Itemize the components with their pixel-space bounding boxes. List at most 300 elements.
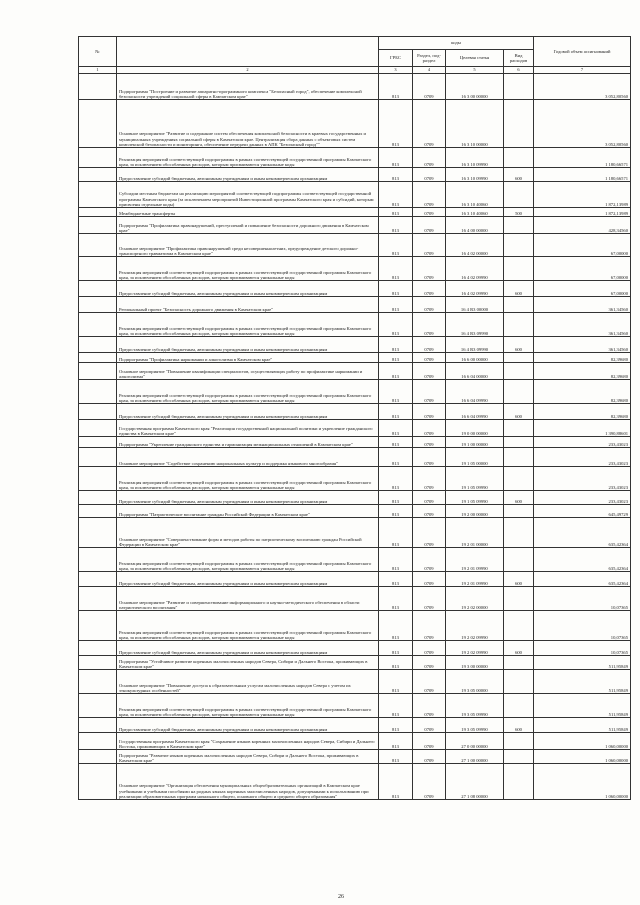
row-exptype-cell: 600	[504, 572, 534, 587]
row-target-cell: 16 4 02 00000	[446, 234, 504, 257]
table-row	[79, 733, 631, 750]
table-row	[79, 281, 631, 297]
row-number-cell	[79, 764, 117, 800]
row-amount-cell: 428,34560	[534, 217, 631, 234]
header-codes: коды	[379, 37, 534, 50]
row-target-cell: 16 4 00 00000	[446, 217, 504, 234]
row-amount-cell: 233,43023	[534, 491, 631, 505]
row-amount-cell: 635,42364	[534, 518, 631, 548]
row-name-cell: Предоставление субсидий бюджетным, автономным учреждениям и иным некоммерческим организациям	[117, 641, 379, 656]
row-exptype-cell	[504, 148, 534, 168]
header-index: 3	[379, 67, 413, 74]
row-name-cell: Предоставление субсидий бюджетным, автономным учреждениям и иным некоммерческим организациям	[117, 281, 379, 297]
row-name-cell: Государственная программа Камчатского края "Реализация государственной национальной политики и укрепление гражданского единства в Камчатском крае"	[117, 420, 379, 437]
row-exptype-cell	[504, 182, 534, 208]
row-number-cell	[79, 217, 117, 234]
table-row	[79, 404, 631, 420]
row-amount-cell: 1 180,66571	[534, 168, 631, 182]
table-row	[79, 641, 631, 656]
table-row	[79, 313, 631, 337]
row-target-cell: 16 4 R3 09990	[446, 337, 504, 353]
table-row	[79, 750, 631, 764]
row-grbs-cell: 813	[379, 718, 413, 733]
table-row	[79, 363, 631, 380]
row-name-cell: Основное мероприятие "Профилактика правонарушений среди несовершеннолетних, предупреждение детского дорожно-транспортного травматизма в Камчатском крае"	[117, 234, 379, 257]
row-target-cell: 19 3 00 00000	[446, 656, 504, 670]
row-target-cell: 16 6 04 09990	[446, 380, 504, 404]
row-section-cell: 0709	[413, 718, 446, 733]
row-section-cell: 0709	[413, 168, 446, 182]
row-grbs-cell: 813	[379, 182, 413, 208]
row-exptype-cell: 500	[504, 208, 534, 217]
row-name-cell: Реализация мероприятий соответствующей подпрограммы в рамках соответствующей государственной программы Камчатского края, за исключением обособленных расходов, которым присваиваются уникальные коды	[117, 313, 379, 337]
table-row	[79, 353, 631, 363]
row-target-cell: 16 6 04 09990	[446, 404, 504, 420]
row-number-cell	[79, 572, 117, 587]
row-name-cell: Реализация мероприятий соответствующей подпрограммы в рамках соответствующей государственной программы Камчатского края, за исключением обособленных расходов, которым присваиваются уникальные коды	[117, 380, 379, 404]
header-index: 2	[117, 67, 379, 74]
row-target-cell: 19 2 02 09990	[446, 641, 504, 656]
header-grbs: ГРБС	[379, 50, 413, 67]
row-grbs-cell: 813	[379, 100, 413, 148]
row-number-cell	[79, 448, 117, 467]
header-index: 5	[446, 67, 504, 74]
row-exptype-cell: 600	[504, 404, 534, 420]
row-amount-cell: 511,95849	[534, 670, 631, 694]
row-exptype-cell: 600	[504, 281, 534, 297]
row-name-cell: Подпрограмма "Развитие языков коренных малочисленных народов Севера, Сибири и Дальнего Востока, проживающих в Камчатском крае"	[117, 750, 379, 764]
row-number-cell	[79, 611, 117, 641]
row-exptype-cell	[504, 448, 534, 467]
row-number-cell	[79, 74, 117, 100]
row-exptype-cell	[504, 505, 534, 518]
row-section-cell: 0709	[413, 656, 446, 670]
row-amount-cell: 233,43023	[534, 437, 631, 448]
row-exptype-cell	[504, 380, 534, 404]
table-row	[79, 74, 631, 100]
row-target-cell: 19 3 05 09990	[446, 718, 504, 733]
row-section-cell: 0709	[413, 750, 446, 764]
row-target-cell: 19 1 05 09990	[446, 467, 504, 491]
row-grbs-cell: 813	[379, 733, 413, 750]
row-section-cell: 0709	[413, 548, 446, 572]
row-exptype-cell	[504, 611, 534, 641]
row-grbs-cell: 813	[379, 380, 413, 404]
row-exptype-cell	[504, 363, 534, 380]
row-name-cell: Предоставление субсидий бюджетным, автономным учреждениям и иным некоммерческим организациям	[117, 718, 379, 733]
row-amount-cell: 635,42364	[534, 548, 631, 572]
table-row	[79, 656, 631, 670]
table-row	[79, 505, 631, 518]
row-name-cell: Субсидии местным бюджетам на реализацию мероприятий соответствующей подпрограммы соответствующей государственной программы Камчатского края (за исключением мероприятий Инвестиционной программы Камчатского края и субсидий, которым присвоены отдельные коды)	[117, 182, 379, 208]
row-section-cell: 0709	[413, 420, 446, 437]
row-exptype-cell	[504, 656, 534, 670]
row-grbs-cell: 813	[379, 420, 413, 437]
row-target-cell: 16 3 10 00000	[446, 100, 504, 148]
table-row	[79, 148, 631, 168]
row-amount-cell: 10,07365	[534, 587, 631, 611]
row-section-cell: 0709	[413, 148, 446, 168]
row-section-cell: 0709	[413, 363, 446, 380]
row-grbs-cell: 813	[379, 437, 413, 448]
row-section-cell: 0709	[413, 313, 446, 337]
row-exptype-cell	[504, 467, 534, 491]
row-grbs-cell: 813	[379, 313, 413, 337]
row-target-cell: 16 3 10 40060	[446, 182, 504, 208]
row-grbs-cell: 813	[379, 148, 413, 168]
table-row	[79, 297, 631, 313]
header-index: 7	[534, 67, 631, 74]
row-name-cell: Подпрограмма "Укрепление гражданского единства и гармонизация межнациональных отношений в Камчатском крае"	[117, 437, 379, 448]
row-number-cell	[79, 437, 117, 448]
row-grbs-cell: 813	[379, 491, 413, 505]
row-number-cell	[79, 353, 117, 363]
row-section-cell: 0709	[413, 353, 446, 363]
row-grbs-cell: 813	[379, 448, 413, 467]
row-exptype-cell	[504, 518, 534, 548]
table-row	[79, 670, 631, 694]
row-exptype-cell	[504, 670, 534, 694]
row-number-cell	[79, 656, 117, 670]
row-number-cell	[79, 363, 117, 380]
row-name-cell: Предоставление субсидий бюджетным, автономным учреждениям и иным некоммерческим организациям	[117, 404, 379, 420]
row-target-cell: 19 3 05 00000	[446, 670, 504, 694]
row-number-cell	[79, 168, 117, 182]
budget-table	[78, 36, 631, 800]
row-target-cell: 16 3 10 09990	[446, 148, 504, 168]
row-section-cell: 0709	[413, 182, 446, 208]
row-grbs-cell: 813	[379, 656, 413, 670]
row-number-cell	[79, 182, 117, 208]
row-number-cell	[79, 313, 117, 337]
header-exptype: Вид расходов	[504, 50, 534, 67]
row-name-cell: Региональный проект "Безопасность дорожного движения в Камчатском крае"	[117, 297, 379, 313]
row-target-cell: 19 2 01 00000	[446, 518, 504, 548]
row-name-cell: Предоставление субсидий бюджетным, автономным учреждениям и иным некоммерческим организациям	[117, 491, 379, 505]
row-section-cell: 0709	[413, 74, 446, 100]
row-name-cell: Реализация мероприятий соответствующей подпрограммы в рамках соответствующей государственной программы Камчатского края, за исключением обособленных расходов, которым присваиваются уникальные коды	[117, 611, 379, 641]
row-number-cell	[79, 694, 117, 718]
table-row	[79, 182, 631, 208]
row-amount-cell: 1 060,00000	[534, 764, 631, 800]
row-exptype-cell	[504, 217, 534, 234]
row-name-cell: Основное мероприятие "Развитие и совершенствование информационного и научно-методического обеспечения в области патриотического воспитания"	[117, 587, 379, 611]
table-row	[79, 611, 631, 641]
row-section-cell: 0709	[413, 234, 446, 257]
row-amount-cell: 3 052,80560	[534, 74, 631, 100]
row-section-cell: 0709	[413, 518, 446, 548]
row-amount-cell: 511,95849	[534, 718, 631, 733]
row-number-cell	[79, 548, 117, 572]
row-exptype-cell	[504, 234, 534, 257]
row-section-cell: 0709	[413, 337, 446, 353]
row-name-cell: Реализация мероприятий соответствующей подпрограммы в рамках соответствующей государственной программы Камчатского края, за исключением обособленных расходов, которым присваиваются уникальные коды	[117, 548, 379, 572]
table-row	[79, 168, 631, 182]
row-number-cell	[79, 518, 117, 548]
row-section-cell: 0709	[413, 491, 446, 505]
table-row	[79, 208, 631, 217]
row-section-cell: 0709	[413, 694, 446, 718]
row-exptype-cell	[504, 313, 534, 337]
row-amount-cell: 1 390,88601	[534, 420, 631, 437]
row-section-cell: 0709	[413, 257, 446, 281]
row-grbs-cell: 813	[379, 641, 413, 656]
page-number: 26	[338, 894, 344, 900]
row-number-cell	[79, 148, 117, 168]
row-target-cell: 16 3 00 00000	[446, 74, 504, 100]
row-name-cell: Реализация мероприятий соответствующей подпрограммы в рамках соответствующей государственной программы Камчатского края, за исключением обособленных расходов, которым присваиваются уникальные коды	[117, 257, 379, 281]
row-name-cell: Реализация мероприятий соответствующей подпрограммы в рамках соответствующей государственной программы Камчатского края, за исключением обособленных расходов, которым присваиваются уникальные коды	[117, 467, 379, 491]
table-row	[79, 380, 631, 404]
row-section-cell: 0709	[413, 572, 446, 587]
row-exptype-cell	[504, 420, 534, 437]
row-grbs-cell: 813	[379, 587, 413, 611]
row-amount-cell: 67,00000	[534, 281, 631, 297]
table-row	[79, 100, 631, 148]
row-name-cell: Предоставление субсидий бюджетным, автономным учреждениям и иным некоммерческим организациям	[117, 337, 379, 353]
row-name-cell: Основное мероприятие "Содействие сохранению национальных культур и поддержка языкового многообразия"	[117, 448, 379, 467]
table-row	[79, 718, 631, 733]
row-grbs-cell: 813	[379, 505, 413, 518]
row-amount-cell: 67,00000	[534, 234, 631, 257]
row-section-cell: 0709	[413, 404, 446, 420]
row-number-cell	[79, 750, 117, 764]
row-exptype-cell: 600	[504, 641, 534, 656]
row-name-cell: Подпрограмма "Патриотическое воспитание граждан Российской Федерации в Камчатском крае"	[117, 505, 379, 518]
row-exptype-cell	[504, 750, 534, 764]
row-amount-cell: 82,39680	[534, 380, 631, 404]
row-amount-cell: 511,95849	[534, 694, 631, 718]
row-target-cell: 16 4 02 09990	[446, 281, 504, 297]
row-exptype-cell	[504, 257, 534, 281]
header-target: Целевая статья	[446, 50, 504, 67]
row-section-cell: 0709	[413, 467, 446, 491]
row-target-cell: 19 2 01 09990	[446, 572, 504, 587]
row-target-cell: 27 1 08 00000	[446, 764, 504, 800]
row-number-cell	[79, 281, 117, 297]
row-name-cell: Межбюджетные трансферты	[117, 208, 379, 217]
row-name-cell: Основное мероприятие "Совершенствование форм и методов работы по патриотическому воспитанию граждан Российской Федерации в Камчатском крае"	[117, 518, 379, 548]
row-amount-cell: 82,39680	[534, 404, 631, 420]
row-target-cell: 27 0 00 00000	[446, 733, 504, 750]
row-target-cell: 16 3 10 40060	[446, 208, 504, 217]
row-grbs-cell: 813	[379, 353, 413, 363]
row-section-cell: 0709	[413, 733, 446, 750]
row-grbs-cell: 813	[379, 217, 413, 234]
table-row	[79, 587, 631, 611]
row-amount-cell: 1 060,00000	[534, 733, 631, 750]
row-number-cell	[79, 337, 117, 353]
row-name-cell: Подпрограмма "Профилактика правонарушений, преступлений и повышение безопасности дорожного движения в Камчатском крае"	[117, 217, 379, 234]
budget-rows	[79, 74, 631, 800]
table-row	[79, 437, 631, 448]
header-amount: Годовой объем ассигнований	[534, 37, 631, 67]
row-number-cell	[79, 208, 117, 217]
row-section-cell: 0709	[413, 281, 446, 297]
row-section-cell: 0709	[413, 297, 446, 313]
row-exptype-cell	[504, 437, 534, 448]
row-name-cell: Государственная программа Камчатского края "Сохранение языков коренных малочисленных народов Севера, Сибири и Дальнего Востока, проживающих в Камчатском крае"	[117, 733, 379, 750]
row-grbs-cell: 813	[379, 363, 413, 380]
row-section-cell: 0709	[413, 100, 446, 148]
row-amount-cell: 361,34560	[534, 313, 631, 337]
row-section-cell: 0709	[413, 208, 446, 217]
row-section-cell: 0709	[413, 437, 446, 448]
row-grbs-cell: 813	[379, 297, 413, 313]
row-grbs-cell: 813	[379, 670, 413, 694]
row-grbs-cell: 813	[379, 548, 413, 572]
row-section-cell: 0709	[413, 448, 446, 467]
row-amount-cell: 1 872,13989	[534, 208, 631, 217]
table-row	[79, 572, 631, 587]
row-section-cell: 0709	[413, 587, 446, 611]
row-number-cell	[79, 491, 117, 505]
row-section-cell: 0709	[413, 670, 446, 694]
row-grbs-cell: 813	[379, 257, 413, 281]
row-number-cell	[79, 420, 117, 437]
table-row	[79, 257, 631, 281]
row-grbs-cell: 813	[379, 404, 413, 420]
row-target-cell: 16 4 02 09990	[446, 257, 504, 281]
header-section: Раздел, под-раздел	[413, 50, 446, 67]
row-exptype-cell: 600	[504, 491, 534, 505]
row-grbs-cell: 813	[379, 467, 413, 491]
table-row	[79, 764, 631, 800]
row-target-cell: 19 1 00 00000	[446, 437, 504, 448]
table-row	[79, 491, 631, 505]
row-exptype-cell	[504, 74, 534, 100]
table-row	[79, 448, 631, 467]
row-amount-cell: 67,00000	[534, 257, 631, 281]
row-target-cell: 19 1 05 00000	[446, 448, 504, 467]
row-grbs-cell: 813	[379, 281, 413, 297]
row-amount-cell: 233,43023	[534, 467, 631, 491]
row-grbs-cell: 813	[379, 337, 413, 353]
row-target-cell: 16 4 R3 00000	[446, 297, 504, 313]
row-name-cell: Реализация мероприятий соответствующей подпрограммы в рамках соответствующей государственной программы Камчатского края, за исключением обособленных расходов, которым присваиваются уникальные коды	[117, 694, 379, 718]
row-name-cell: Основное мероприятие "Организация обеспечения муниципальных общеобразовательных организаций в Камчатском крае учебниками и учебными пособиями на родных языках коренных малочисленных народов, допущенными к использованию при реализации образовательных программ начального общего, основного общего и среднего общего образования"	[117, 764, 379, 800]
table-row	[79, 217, 631, 234]
row-grbs-cell: 813	[379, 74, 413, 100]
table-row	[79, 420, 631, 437]
header-index: 6	[504, 67, 534, 74]
row-target-cell: 19 0 00 00000	[446, 420, 504, 437]
row-number-cell	[79, 297, 117, 313]
row-name-cell: Основное мероприятие "Развитие и содержание систем обеспечения комплексной безопасности в краевых государственных и муниципальных учреждениях социальной сферы в Камчатском крае. Централизация сбора данных с объектовых систем комплексной безопасности и мониторинга, обеспечение передачи данных в АПК "Безопасный город""	[117, 100, 379, 148]
row-amount-cell: 10,07365	[534, 641, 631, 656]
row-grbs-cell: 813	[379, 208, 413, 217]
row-amount-cell: 10,07365	[534, 611, 631, 641]
row-number-cell	[79, 467, 117, 491]
row-amount-cell: 233,43023	[534, 448, 631, 467]
row-grbs-cell: 813	[379, 234, 413, 257]
row-grbs-cell: 813	[379, 572, 413, 587]
row-section-cell: 0709	[413, 380, 446, 404]
row-target-cell: 16 3 10 09990	[446, 168, 504, 182]
table-row	[79, 518, 631, 548]
row-amount-cell: 82,39680	[534, 363, 631, 380]
row-exptype-cell	[504, 587, 534, 611]
row-section-cell: 0709	[413, 764, 446, 800]
row-name-cell: Подпрограмма "Профилактика наркомании и алкоголизма в Камчатском крае"	[117, 353, 379, 363]
row-grbs-cell: 813	[379, 750, 413, 764]
row-target-cell: 16 6 04 00000	[446, 363, 504, 380]
row-amount-cell: 3 052,80560	[534, 100, 631, 148]
row-grbs-cell: 813	[379, 764, 413, 800]
row-grbs-cell: 813	[379, 611, 413, 641]
row-number-cell	[79, 100, 117, 148]
row-amount-cell: 511,95849	[534, 656, 631, 670]
row-name-cell: Предоставление субсидий бюджетным, автономным учреждениям и иным некоммерческим организациям	[117, 572, 379, 587]
row-target-cell: 19 1 05 09990	[446, 491, 504, 505]
row-amount-cell: 82,39680	[534, 353, 631, 363]
row-amount-cell: 645,49729	[534, 505, 631, 518]
header-index: 1	[79, 67, 117, 74]
row-section-cell: 0709	[413, 217, 446, 234]
row-target-cell: 16 4 R3 09990	[446, 313, 504, 337]
row-amount-cell: 1 872,13989	[534, 182, 631, 208]
row-name-cell: Основное мероприятие "Повышение квалификации специалистов, осуществляющих работу по профилактике наркомании и алкоголизма"	[117, 363, 379, 380]
row-exptype-cell	[504, 733, 534, 750]
row-amount-cell: 1 180,66571	[534, 148, 631, 168]
header-number: №	[79, 37, 117, 67]
row-target-cell: 19 2 02 09990	[446, 611, 504, 641]
row-number-cell	[79, 587, 117, 611]
row-exptype-cell: 600	[504, 337, 534, 353]
row-number-cell	[79, 404, 117, 420]
row-target-cell: 27 1 00 00000	[446, 750, 504, 764]
row-number-cell	[79, 641, 117, 656]
row-number-cell	[79, 670, 117, 694]
row-exptype-cell	[504, 353, 534, 363]
table-row	[79, 234, 631, 257]
table-row	[79, 694, 631, 718]
row-name-cell: Основное мероприятие "Повышение доступа к образовательным услугам малочисленных народов Севера с учетом их этнокультурных особенностей"	[117, 670, 379, 694]
table-row	[79, 337, 631, 353]
row-target-cell: 19 2 00 00000	[446, 505, 504, 518]
row-number-cell	[79, 733, 117, 750]
row-name-cell: Подпрограмма "Устойчивое развитие коренных малочисленных народов Севера, Сибири и Дальнего Востока, проживающих в Камчатском крае"	[117, 656, 379, 670]
row-grbs-cell: 813	[379, 694, 413, 718]
row-target-cell: 19 2 01 09990	[446, 548, 504, 572]
row-amount-cell: 635,42364	[534, 572, 631, 587]
row-amount-cell: 361,34560	[534, 297, 631, 313]
row-name-cell: Реализация мероприятий соответствующей подпрограммы в рамках соответствующей государственной программы Камчатского края, за исключением обособленных расходов, которым присваиваются уникальные коды	[117, 148, 379, 168]
row-exptype-cell	[504, 694, 534, 718]
row-number-cell	[79, 257, 117, 281]
row-number-cell	[79, 380, 117, 404]
row-number-cell	[79, 234, 117, 257]
table-row	[79, 548, 631, 572]
row-exptype-cell	[504, 548, 534, 572]
row-target-cell: 19 3 05 09990	[446, 694, 504, 718]
row-amount-cell: 1 060,00000	[534, 750, 631, 764]
row-exptype-cell: 600	[504, 718, 534, 733]
row-exptype-cell	[504, 764, 534, 800]
row-section-cell: 0709	[413, 641, 446, 656]
row-exptype-cell: 600	[504, 168, 534, 182]
header-name	[117, 37, 379, 67]
table-row	[79, 467, 631, 491]
row-name-cell: Подпрограмма "Построение и развитие аппаратно-программного комплекса "Безопасный город", обеспечение комплексной безопасности учреждений социальной сферы в Камчатском крае"	[117, 74, 379, 100]
row-target-cell: 19 2 02 00000	[446, 587, 504, 611]
row-target-cell: 16 6 00 00000	[446, 353, 504, 363]
row-number-cell	[79, 505, 117, 518]
row-section-cell: 0709	[413, 611, 446, 641]
row-grbs-cell: 813	[379, 168, 413, 182]
row-number-cell	[79, 718, 117, 733]
row-amount-cell: 361,34560	[534, 337, 631, 353]
